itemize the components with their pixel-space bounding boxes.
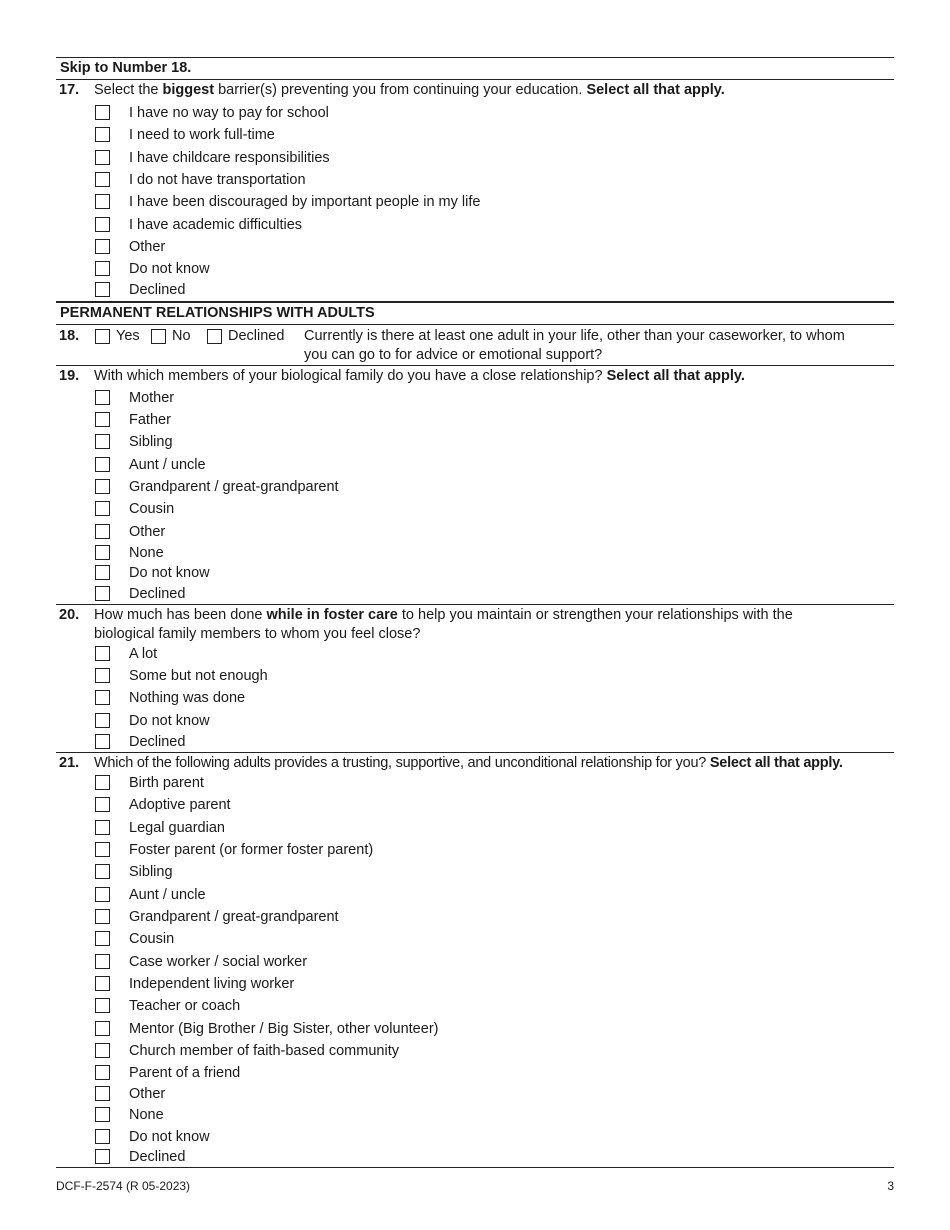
checkbox-label: Do not know bbox=[129, 713, 210, 729]
question-21-text: Which of the following adults provides a trusting, supportive, and unconditional relationship for you? Select all that apply. bbox=[94, 755, 843, 771]
checkbox-label: Independent living worker bbox=[129, 976, 295, 992]
checkbox[interactable] bbox=[95, 1107, 110, 1122]
divider bbox=[56, 752, 894, 753]
checkbox[interactable] bbox=[95, 646, 110, 661]
question-19-text: With which members of your biological family do you have a close relationship? Select all that apply. bbox=[94, 368, 745, 384]
checkbox-label: Birth parent bbox=[129, 775, 204, 791]
checkbox[interactable] bbox=[95, 1021, 110, 1036]
checkbox[interactable] bbox=[95, 261, 110, 276]
checkbox[interactable] bbox=[95, 434, 110, 449]
checkbox[interactable] bbox=[95, 668, 110, 683]
question-20-text: How much has been done while in foster care to help you maintain or strengthen your relationships with the bbox=[94, 607, 793, 623]
checkbox-label: Foster parent (or former foster parent) bbox=[129, 842, 374, 858]
checkbox-label: Father bbox=[129, 412, 171, 428]
checkbox-label: Declined bbox=[129, 282, 186, 298]
checkbox[interactable] bbox=[95, 931, 110, 946]
question-18-text-line1: Currently is there at least one adult in your life, other than your caseworker, to whom bbox=[304, 328, 845, 344]
checkbox-label: Adoptive parent bbox=[129, 797, 231, 813]
form-id: DCF-F-2574 (R 05-2023) bbox=[56, 1179, 191, 1193]
checkbox[interactable] bbox=[95, 194, 110, 209]
checkbox-label: I do not have transportation bbox=[129, 172, 306, 188]
question-20-text-line2: biological family members to whom you feel close? bbox=[94, 626, 421, 642]
checkbox[interactable] bbox=[95, 887, 110, 902]
checkbox[interactable] bbox=[95, 390, 110, 405]
checkbox[interactable] bbox=[95, 909, 110, 924]
checkbox[interactable] bbox=[95, 1129, 110, 1144]
question-19-number: 19. bbox=[59, 368, 80, 384]
checkbox[interactable] bbox=[95, 976, 110, 991]
checkbox-label: I need to work full-time bbox=[129, 127, 275, 143]
checkbox-label: Aunt / uncle bbox=[129, 457, 206, 473]
checkbox-label: Church member of faith-based community bbox=[129, 1043, 399, 1059]
q18-yes-label: Yes bbox=[116, 328, 140, 344]
checkbox[interactable] bbox=[95, 734, 110, 749]
checkbox[interactable] bbox=[95, 412, 110, 427]
checkbox[interactable] bbox=[95, 457, 110, 472]
checkbox-label: Other bbox=[129, 239, 166, 255]
divider bbox=[56, 79, 894, 80]
question-18-text-line2: you can go to for advice or emotional support? bbox=[304, 347, 603, 363]
checkbox[interactable] bbox=[95, 565, 110, 580]
checkbox-label: Nothing was done bbox=[129, 690, 246, 706]
checkbox-label: Mother bbox=[129, 390, 175, 406]
checkbox-label: Cousin bbox=[129, 501, 175, 517]
checkbox[interactable] bbox=[95, 127, 110, 142]
checkbox[interactable] bbox=[95, 820, 110, 835]
top-rule bbox=[56, 57, 894, 58]
bottom-rule bbox=[56, 1167, 894, 1168]
checkbox-label: None bbox=[129, 1107, 164, 1123]
checkbox[interactable] bbox=[95, 586, 110, 601]
section-rule bbox=[56, 301, 894, 303]
checkbox-label: Grandparent / great-grandparent bbox=[129, 479, 339, 495]
checkbox[interactable] bbox=[95, 501, 110, 516]
question-17-number: 17. bbox=[59, 82, 80, 98]
question-20-number: 20. bbox=[59, 607, 80, 623]
checkbox[interactable] bbox=[95, 524, 110, 539]
q18-declined-label: Declined bbox=[228, 328, 285, 344]
checkbox-label: Some but not enough bbox=[129, 668, 268, 684]
checkbox[interactable] bbox=[95, 172, 110, 187]
checkbox[interactable] bbox=[95, 998, 110, 1013]
checkbox[interactable] bbox=[95, 797, 110, 812]
divider bbox=[56, 365, 894, 366]
divider bbox=[56, 324, 894, 325]
checkbox[interactable] bbox=[95, 1086, 110, 1101]
q18-no-label: No bbox=[172, 328, 191, 344]
checkbox[interactable] bbox=[95, 775, 110, 790]
checkbox[interactable] bbox=[95, 1043, 110, 1058]
checkbox-label: I have academic difficulties bbox=[129, 217, 303, 233]
checkbox[interactable] bbox=[95, 1065, 110, 1080]
checkbox-label: A lot bbox=[129, 646, 158, 662]
checkbox[interactable] bbox=[95, 713, 110, 728]
checkbox-label: None bbox=[129, 545, 164, 561]
checkbox-label: Sibling bbox=[129, 864, 173, 880]
checkbox-label: Declined bbox=[129, 1149, 186, 1165]
checkbox-label: Other bbox=[129, 1086, 166, 1102]
checkbox-label: Cousin bbox=[129, 931, 175, 947]
checkbox-label: Declined bbox=[129, 586, 186, 602]
checkbox-label: I have no way to pay for school bbox=[129, 105, 329, 121]
q18-yes-checkbox[interactable] bbox=[95, 329, 110, 344]
checkbox-label: Do not know bbox=[129, 261, 210, 277]
skip-note: Skip to Number 18. bbox=[60, 60, 192, 76]
q18-no-checkbox[interactable] bbox=[151, 329, 166, 344]
checkbox-label: Sibling bbox=[129, 434, 173, 450]
checkbox-label: Do not know bbox=[129, 565, 210, 581]
checkbox[interactable] bbox=[95, 1149, 110, 1164]
checkbox-label: Grandparent / great-grandparent bbox=[129, 909, 339, 925]
checkbox-label: Legal guardian bbox=[129, 820, 225, 836]
checkbox-label: Mentor (Big Brother / Big Sister, other volunteer) bbox=[129, 1021, 439, 1037]
checkbox[interactable] bbox=[95, 217, 110, 232]
checkbox[interactable] bbox=[95, 842, 110, 857]
checkbox[interactable] bbox=[95, 954, 110, 969]
question-17-text: Select the biggest barrier(s) preventing you from continuing your education. Select all that apply. bbox=[94, 82, 725, 98]
checkbox[interactable] bbox=[95, 239, 110, 254]
checkbox-label: I have childcare responsibilities bbox=[129, 150, 330, 166]
divider bbox=[56, 604, 894, 605]
checkbox-label: Case worker / social worker bbox=[129, 954, 308, 970]
checkbox-label: Other bbox=[129, 524, 166, 540]
q18-declined-checkbox[interactable] bbox=[207, 329, 222, 344]
section-title: PERMANENT RELATIONSHIPS WITH ADULTS bbox=[60, 305, 375, 321]
checkbox-label: Aunt / uncle bbox=[129, 887, 206, 903]
checkbox[interactable] bbox=[95, 479, 110, 494]
checkbox[interactable] bbox=[95, 545, 110, 560]
checkbox-label: I have been discouraged by important people in my life bbox=[129, 194, 481, 210]
checkbox-label: Do not know bbox=[129, 1129, 210, 1145]
question-18-number: 18. bbox=[59, 328, 80, 344]
checkbox[interactable] bbox=[95, 150, 110, 165]
checkbox-label: Parent of a friend bbox=[129, 1065, 241, 1081]
checkbox[interactable] bbox=[95, 105, 110, 120]
checkbox[interactable] bbox=[95, 690, 110, 705]
checkbox[interactable] bbox=[95, 282, 110, 297]
checkbox-label: Teacher or coach bbox=[129, 998, 241, 1014]
question-21-number: 21. bbox=[59, 755, 80, 771]
page-number: 3 bbox=[887, 1179, 894, 1193]
checkbox[interactable] bbox=[95, 864, 110, 879]
checkbox-label: Declined bbox=[129, 734, 186, 750]
